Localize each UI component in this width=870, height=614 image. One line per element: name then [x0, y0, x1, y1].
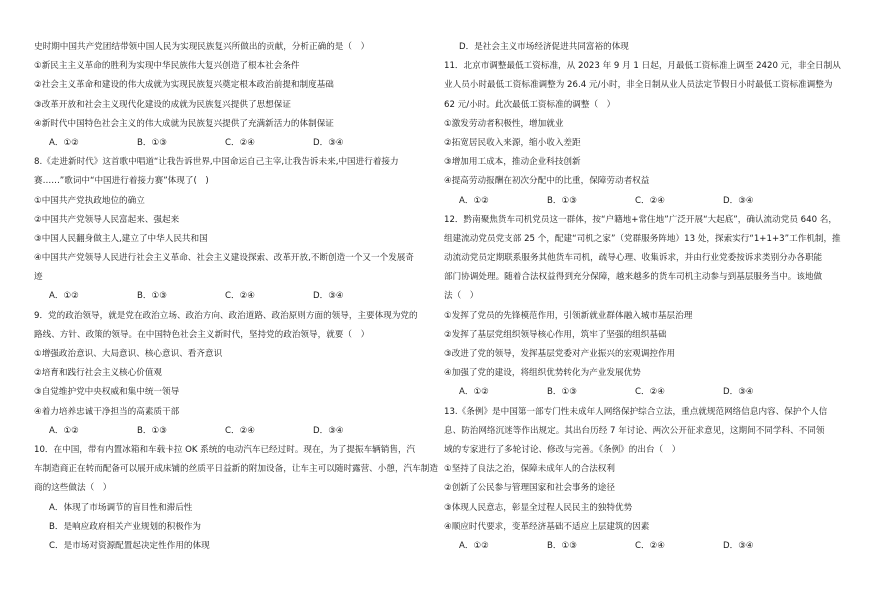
answer-option: D．③④ — [723, 195, 754, 206]
answer-option: B．①③ — [547, 387, 577, 398]
text-line: 息、防治网络沉迷等作出规定。其出台历经 7 年讨论、两次公开征求意见，这期间不同学科、不同领 — [444, 425, 825, 436]
text-line: ①中国共产党执政地位的确立 — [34, 195, 145, 206]
text-line: 赛……”歌词中“中国进行着接力赛”体现了( ) — [34, 176, 209, 187]
text-line: 域的专家进行了多轮讨论、修改与完善。《条例》的出台（ ） — [444, 444, 681, 455]
text-line: ①激发劳动者积极性，增加就业 — [444, 118, 564, 129]
text-line: 8.《走进新时代》这首歌中唱道“让我告诉世界,中国命运自己主宰,让我告诉未来,中国进行着接力 — [34, 157, 399, 168]
text-line: ③自觉维护党中央权威和集中统一领导 — [34, 387, 180, 398]
text-line: 9．党的政治领导，就是党在政治立场、政治方向、政治道路、政治原则方面的领导，主要体现为党的 — [34, 310, 418, 321]
text-line: 62 元/小时。此次最低工资标准的调整（ ） — [444, 99, 616, 110]
text-line: 组建流动党员党支部 25 个，配建“司机之家”（党群服务阵地）13 处，探索实行“1+1+3”工作机制，推 — [444, 233, 841, 244]
answer-option: B．①③ — [137, 425, 167, 436]
text-line: 车制造商正在转而配备可以展开成床铺的丝质平日益新的附加设备，让车主可以随时露营、小憩，汽车制造 — [34, 464, 438, 475]
choice-line: D．是社会主义市场经济促进共同富裕的体现 — [459, 42, 629, 52]
answer-option: A．①② — [49, 425, 79, 436]
text-line: 12．黔南聚焦货车司机党员这一群体，按“户籍地+常住地”广泛开展“大起底”，确认流动党员 640 名， — [444, 214, 837, 225]
text-line: ①新民主主义革命的胜利为实现中华民族伟大复兴创造了根本社会条件 — [34, 61, 300, 72]
answer-option: C．②④ — [225, 137, 256, 148]
text-line: ③体现人民意志，彰显全过程人民民主的独特优势 — [444, 502, 633, 513]
text-line: 业人员小时最低工资标准调整为 26.4 元/小时，非全日制从业人员法定节假日小时最低工资标准调整为 — [444, 80, 833, 91]
left-answer-options — [34, 422, 439, 441]
text-line: ④加强了党的建设，将组织优势转化为产业发展优势 — [444, 368, 641, 379]
text-line: ④新时代中国特色社会主义的伟大成就为民族复兴提供了充满新活力的体制保证 — [34, 118, 334, 129]
text-line: 迹 — [34, 272, 43, 283]
text-line: 动流动党员定期联系服务其他货车司机，疏导心理、收集诉求，并由行业党委按诉求类别分办各职能 — [444, 253, 823, 264]
text-line: ④提高劳动报酬在初次分配中的比重，保障劳动者权益 — [444, 176, 650, 187]
text-line: ③增加用工成本，推动企业科技创新 — [444, 157, 581, 168]
answer-option: A．①② — [49, 291, 79, 302]
left-answer-options — [34, 134, 439, 153]
text-line: 路线、方针、政策的领导。在中国特色社会主义新时代，坚持党的政治领导，就要（ ） — [34, 329, 370, 340]
text-line: 商的这些做法（ ） — [34, 483, 112, 494]
answer-option: C．②④ — [225, 291, 256, 302]
right-answer-options — [444, 537, 846, 556]
text-line: ②社会主义革命和建设的伟大成就为实现民族复兴奠定根本政治前提和制度基础 — [34, 80, 334, 91]
text-line: ①发挥了党员的先锋模范作用，引领新就业群体融入城市基层治理 — [444, 310, 693, 321]
text-line: 法（ ） — [444, 291, 479, 302]
text-line: ②创新了公民参与管理国家和社会事务的途径 — [444, 483, 615, 494]
text-line: ②发挥了基层党组织领导核心作用，筑牢了坚强的组织基础 — [444, 329, 667, 340]
answer-option: D．③④ — [723, 387, 754, 398]
left-column — [34, 38, 439, 556]
right-answer-options — [444, 383, 846, 402]
answer-option: D．③④ — [313, 137, 344, 148]
text-line: ①坚持了良法之治，保障未成年人的合法权利 — [444, 464, 615, 475]
right-column — [444, 38, 846, 556]
text-line: ④着力培养忠诚干净担当的高素质干部 — [34, 406, 180, 417]
text-line: 13.《条例》是中国第一部专门性未成年人网络保护综合立法，重点就规范网络信息内容、保护个人信 — [444, 406, 828, 417]
answer-option: A．①② — [459, 540, 489, 551]
text-line: 部门协调处理。随着合法权益得到充分保障，越来越多的货车司机主动参与到基层服务当中。该地做 — [444, 272, 823, 283]
text-line: ③改革开放和社会主义现代化建设的成就为民族复兴提供了思想保证 — [34, 99, 291, 110]
choice-line: A．体现了市场调节的盲目性和滞后性 — [49, 502, 193, 513]
text-line: ②培育和践行社会主义核心价值观 — [34, 368, 163, 379]
right-answer-options — [444, 192, 846, 211]
answer-option: A．①② — [459, 387, 489, 398]
answer-option: B．①③ — [547, 195, 577, 206]
text-line: ③中国人民翻身做主人,建立了中华人民共和国 — [34, 233, 208, 244]
choice-line: B．是响应政府相关产业规划的积极作为 — [49, 521, 201, 532]
answer-option: B．①③ — [137, 137, 167, 148]
text-line: ①增强政治意识、大局意识、核心意识、看齐意识 — [34, 349, 223, 359]
answer-option: B．①③ — [137, 291, 167, 302]
answer-option: A．①② — [459, 195, 489, 206]
answer-option: D．③④ — [723, 540, 754, 551]
answer-option: C．②④ — [635, 195, 666, 206]
text-line: ④中国共产党领导人民进行社会主义革命、社会主义建设探索、改革开放,不断创造一个又一个发展奇 — [34, 253, 414, 264]
answer-option: D．③④ — [313, 425, 344, 436]
text-line: 11．北京市调整最低工资标准，从 2023 年 9 月 1 日起，月最低工资标准上调至 2420 元，非全日制从 — [444, 61, 841, 72]
left-answer-options — [34, 287, 439, 306]
text-line: 10．在中国，带有内置冰箱和车载卡拉 OK 系统的电动汽车已经过时。现在，为了提振车辆销售，汽 — [34, 444, 416, 455]
text-line: ④顺应时代要求，变革经济基础不适应上层建筑的因素 — [444, 521, 650, 532]
choice-line: C．是市场对资源配置起决定性作用的体现 — [49, 540, 210, 551]
answer-option: A．①② — [49, 137, 79, 148]
text-line: ②中国共产党领导人民富起来、强起来 — [34, 214, 180, 225]
text-line: 史时期中国共产党团结带领中国人民为实现民族复兴所做出的贡献，分析正确的是（ ） — [34, 42, 370, 52]
answer-option: C．②④ — [635, 540, 666, 551]
text-line: ②拓宽居民收入来源，缩小收入差距 — [444, 137, 581, 148]
answer-option: B．①③ — [547, 540, 577, 551]
answer-option: C．②④ — [225, 425, 256, 436]
answer-option: D．③④ — [313, 291, 344, 302]
text-line: ③改进了党的领导，发挥基层党委对产业振兴的宏观调控作用 — [444, 349, 676, 359]
answer-option: C．②④ — [635, 387, 666, 398]
